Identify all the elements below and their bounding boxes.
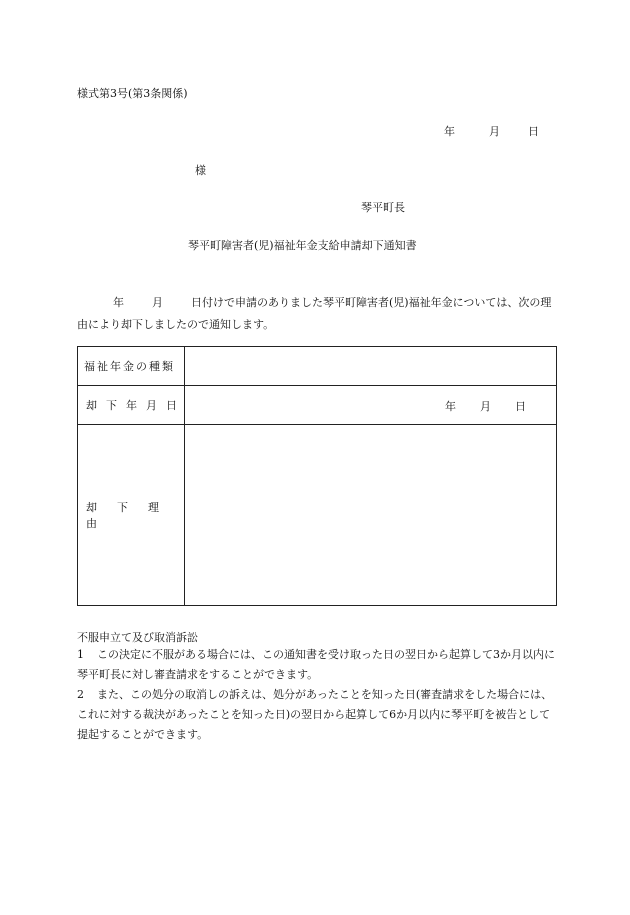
table-row-reason (78, 425, 557, 606)
body-year: 年 (113, 296, 124, 309)
item-number: 1 (77, 648, 84, 661)
body-paragraph (77, 292, 553, 336)
body-month: 月 (152, 296, 163, 309)
rejection-year: 年 (445, 400, 456, 413)
sender-name: 琴平町長 (361, 201, 405, 214)
body-text: 日付けで申請のありました琴平町障害者(児)福祉年金については、次の理由により却下しましたので通知します。 (77, 296, 552, 331)
item-text: また、この処分の取消しの訴えは、処分があったことを知った日(審査請求をした場合には、これに対する裁決があったことを知った日)の翌日から起算して6か月以内に琴平町を被告として提起することができます。 (77, 688, 553, 741)
rejection-reason-value (185, 425, 557, 606)
kind-label: 福祉年金の種類 (78, 347, 185, 386)
table-row-kind (78, 347, 557, 386)
form-number-label: 様式第3号(第3条関係) (77, 87, 188, 100)
appeal-notice-item-1 (77, 645, 555, 685)
appeal-notice-item-2 (77, 685, 555, 745)
rejection-date-value (185, 386, 557, 425)
table-row-date (78, 386, 557, 425)
kind-value (185, 347, 557, 386)
issue-date-day: 日 (528, 125, 539, 138)
issue-date-year: 年 (444, 125, 455, 138)
rejection-month: 月 (480, 400, 491, 413)
issue-date-month: 月 (489, 125, 500, 138)
item-text: この決定に不服がある場合には、この通知書を受け取った日の翌日から起算して3か月以内に琴平町長に対し審査請求をすることができます。 (77, 648, 555, 681)
rejection-date-label: 却 下 年 月 日 (78, 386, 185, 425)
details-table (77, 346, 557, 606)
item-number: 2 (77, 688, 84, 701)
addressee-suffix: 様 (195, 164, 206, 177)
rejection-reason-label: 却 下 理由 (78, 425, 185, 606)
document-title: 琴平町障害者(児)福祉年金支給申請却下通知書 (188, 239, 417, 252)
rejection-day: 日 (515, 400, 526, 413)
appeal-notice-heading: 不服申立て及び取消訴訟 (77, 631, 198, 644)
issue-date (444, 123, 539, 139)
